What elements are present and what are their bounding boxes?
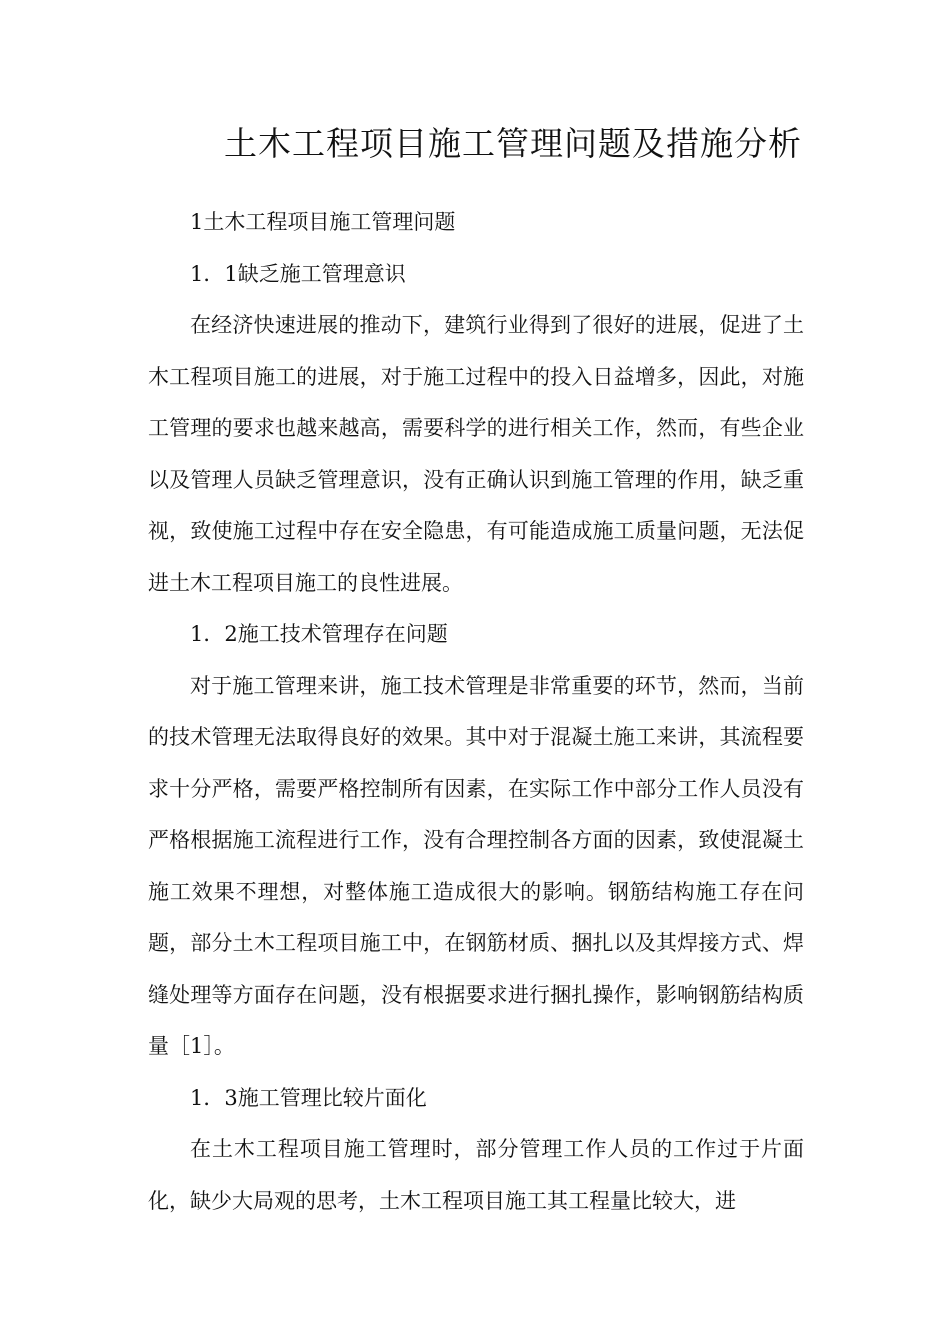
body-paragraph: 在土木工程项目施工管理时，部分管理工作人员的工作过于片面化，缺少大局观的思考，土木工程项目施工其工程量比较大，进 [148, 1137, 804, 1213]
body-paragraph: 在经济快速进展的推动下，建筑行业得到了很好的进展，促进了土木工程项目施工的进展，对于施工过程中的投入日益增多，因此，对施工管理的要求也越来越高，需要科学的进行相关工作，然而，有些企业以及管理人员缺乏管理意识，没有正确认识到施工管理的作用，缺乏重视，致使施工过程中存在安全隐患，有可能造成施工质量问题，无法促进土木工程项目施工的良性进展。 [148, 313, 804, 595]
subsection-heading: 1．2施工技术管理存在问题 [190, 622, 448, 646]
subsection-heading: 1．1缺乏施工管理意识 [190, 261, 406, 286]
subsection-heading: 1．3施工管理比较片面化 [190, 1085, 427, 1110]
body-paragraph: 对于施工管理来讲，施工技术管理是非常重要的环节，然而，当前的技术管理无法取得良好的效果。其中对于混凝土施工来讲，其流程要求十分严格，需要严格控制所有因素，在实际工作中部分工作人员没有严格根据施工流程进行工作，没有合理控制各方面的因素，致使混凝土施工效果不理想，对整体施工造成很大的影响。钢筋结构施工存在问题，部分土木工程项目施工中，在钢筋材质、捆扎以及其焊接方式、焊缝处理等方面存在问题，没有根据要求进行捆扎操作，影响钢筋结构质量［1］。 [148, 673, 804, 1058]
section-heading: 1土木工程项目施工管理问题 [190, 210, 456, 234]
document-body [148, 197, 804, 1227]
document-title: 土木工程项目施工管理问题及措施分析 [224, 124, 802, 163]
